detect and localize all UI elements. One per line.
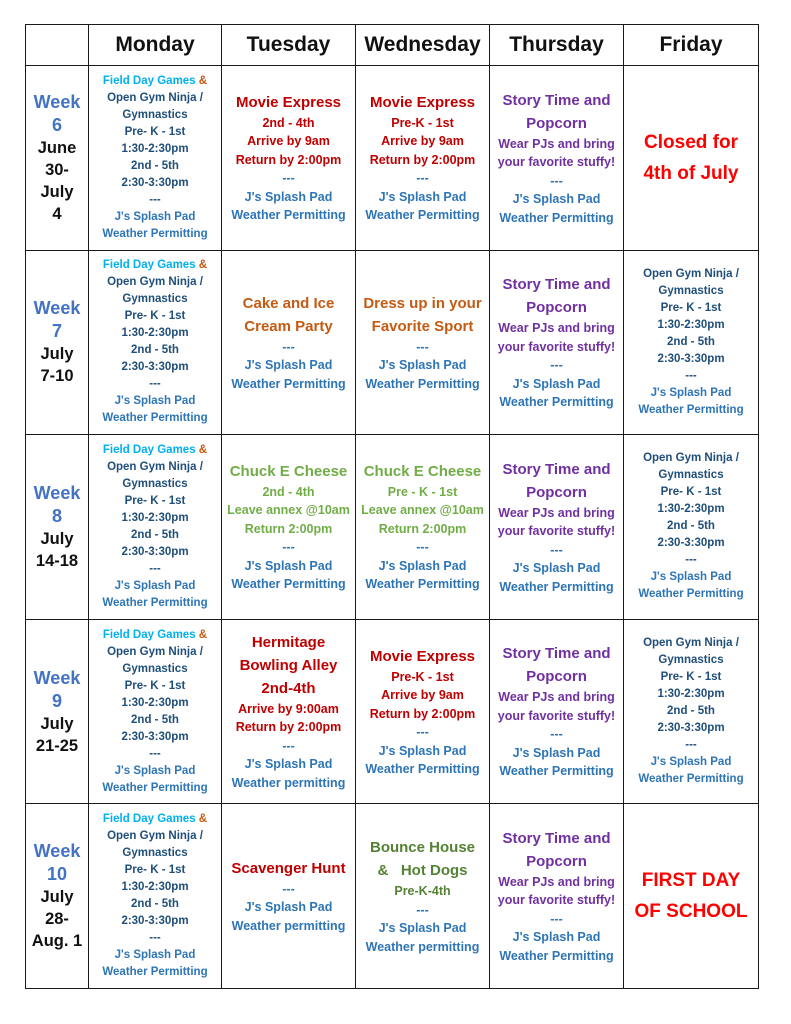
activity-line: 2nd - 5th — [131, 898, 179, 911]
activity-line: --- — [685, 369, 697, 382]
activity-lines — [358, 645, 487, 779]
activity-line: J's Splash Pad — [512, 376, 601, 391]
header-thursday: Thursday — [490, 25, 624, 66]
activity-line: J's Splash Pad — [512, 745, 601, 760]
activity-line: --- — [550, 358, 563, 373]
activity-line: J's Splash Pad — [650, 756, 732, 769]
activity-line: --- — [685, 554, 697, 567]
activity-line: Pre- K - 1st — [124, 679, 186, 692]
activity-line: Weather Permitting — [638, 773, 744, 786]
activity-line: Gymnastics — [122, 662, 188, 675]
activity-line: Leave annex @10am — [227, 503, 350, 518]
activity-lines — [224, 631, 353, 793]
week-row — [26, 66, 759, 251]
activity-line: Pre- K - 1st — [124, 125, 186, 138]
activity-line: 2nd - 5th — [667, 705, 715, 718]
activity-line-part: & — [198, 259, 208, 272]
activity-lines — [91, 811, 219, 981]
activity-line: --- — [550, 542, 563, 557]
week-dates: June — [37, 138, 77, 157]
activity-cell-tuesday — [222, 804, 356, 989]
week-dates: July — [40, 888, 74, 907]
activity-line — [103, 627, 207, 644]
activity-lines — [224, 460, 353, 594]
activity-line: Weather Permitting — [102, 781, 208, 794]
week-label: Week — [33, 91, 81, 112]
activity-line: Weather Permitting — [499, 395, 614, 410]
week-dates: 14-18 — [35, 551, 79, 570]
activity-line: --- — [282, 171, 295, 186]
activity-line: 2nd - 5th — [131, 159, 179, 172]
activity-line: Story Time and — [502, 829, 611, 847]
activity-line: Story Time and — [502, 91, 611, 109]
activity-line: Arrive by 9:00am — [238, 701, 339, 716]
activity-line: J's Splash Pad — [114, 395, 196, 408]
activity-line: J's Splash Pad — [512, 192, 601, 207]
activity-line: Arrive by 9am — [247, 134, 330, 149]
week-dates: 30- — [45, 160, 69, 179]
activity-lines — [492, 89, 621, 228]
activity-line: 2nd - 5th — [131, 344, 179, 357]
activity-line: 2:30-3:30pm — [121, 361, 189, 374]
activity-line: --- — [149, 378, 161, 391]
activity-line: --- — [416, 725, 429, 740]
activity-line: 2:30-3:30pm — [657, 352, 725, 365]
activity-line: Pre- K - 1st — [124, 310, 186, 323]
activity-line: FIRST DAY — [641, 870, 741, 892]
activity-cell-friday — [624, 804, 759, 989]
activity-line: J's Splash Pad — [378, 358, 467, 373]
week-label: Week — [33, 667, 81, 688]
activity-line-part: Field Day Games — [102, 628, 199, 641]
activity-line: 2nd - 5th — [131, 528, 179, 541]
activity-line: Weather Permitting — [499, 210, 614, 225]
activity-line: 2:30-3:30pm — [121, 730, 189, 743]
activity-line: Weather Permitting — [365, 577, 480, 592]
activity-line: Weather permitting — [231, 775, 346, 790]
activity-line: Cake and Ice — [242, 294, 335, 312]
activity-line: Return by 2:00pm — [235, 720, 342, 735]
activity-line: Weather Permitting — [102, 966, 208, 979]
activity-lines — [358, 91, 487, 225]
activity-lines — [626, 266, 756, 419]
activity-line: J's Splash Pad — [244, 358, 333, 373]
activity-line: 1:30-2:30pm — [121, 881, 189, 894]
activity-line: OF SCHOOL — [634, 901, 748, 923]
activity-line: J's Splash Pad — [512, 561, 601, 576]
week-dates: 21-25 — [35, 736, 79, 755]
activity-line: Weather Permitting — [102, 596, 208, 609]
activity-line: J's Splash Pad — [114, 210, 196, 223]
activity-line: 1:30-2:30pm — [657, 688, 725, 701]
activity-line: Gymnastics — [658, 284, 724, 297]
activity-cell-monday — [89, 250, 222, 435]
activity-cell-tuesday — [222, 619, 356, 804]
activity-line: Wear PJs and bring — [498, 505, 615, 520]
activity-lines — [626, 865, 756, 927]
activity-line: Gymnastics — [658, 469, 724, 482]
activity-line: J's Splash Pad — [244, 757, 333, 772]
activity-line: 2:30-3:30pm — [657, 537, 725, 550]
activity-line: J's Splash Pad — [114, 579, 196, 592]
activity-line: J's Splash Pad — [244, 558, 333, 573]
activity-line: Wear PJs and bring — [498, 136, 615, 151]
activity-line: Weather Permitting — [499, 764, 614, 779]
activity-line: J's Splash Pad — [244, 189, 333, 204]
activity-line: --- — [282, 540, 295, 555]
activity-line: Pre- K - 1st — [124, 494, 186, 507]
activity-line: Wear PJs and bring — [498, 874, 615, 889]
header-wednesday: Wednesday — [356, 25, 490, 66]
activity-lines — [626, 450, 756, 603]
header-tuesday: Tuesday — [222, 25, 356, 66]
activity-line: --- — [550, 911, 563, 926]
activity-line: Popcorn — [526, 852, 587, 870]
activity-cell-tuesday — [222, 250, 356, 435]
activity-line: 1:30-2:30pm — [121, 511, 189, 524]
activity-line — [103, 73, 207, 90]
activity-line: --- — [416, 540, 429, 555]
activity-line: Return by 2:00pm — [369, 152, 476, 167]
activity-lines — [224, 292, 353, 394]
activity-lines — [492, 827, 621, 966]
activity-line: J's Splash Pad — [650, 571, 732, 584]
week-row — [26, 804, 759, 989]
activity-lines — [224, 857, 353, 936]
activity-cell-friday — [624, 435, 759, 620]
activity-line: --- — [149, 562, 161, 575]
activity-line: Open Gym Ninja / — [107, 460, 203, 473]
activity-lines — [492, 458, 621, 597]
activity-line: Weather Permitting — [365, 208, 480, 223]
activity-line: Arrive by 9am — [381, 134, 464, 149]
activity-line: Gymnastics — [122, 477, 188, 490]
activity-line-part: Field Day Games — [102, 74, 199, 87]
activity-line: 1:30-2:30pm — [657, 503, 725, 516]
activity-lines — [91, 73, 219, 243]
activity-line: Weather Permitting — [102, 412, 208, 425]
week-label: 6 — [51, 114, 62, 135]
week-dates: July — [40, 182, 74, 201]
activity-line: 1:30-2:30pm — [657, 318, 725, 331]
week-dates: July — [40, 345, 74, 364]
activity-cell-monday — [89, 435, 222, 620]
activity-cell-thursday — [490, 435, 624, 620]
activity-line: Weather Permitting — [231, 208, 346, 223]
activity-line: Gymnastics — [122, 293, 188, 306]
activity-line-part: & — [198, 813, 208, 826]
activity-lines — [91, 442, 219, 612]
activity-line: 2:30-3:30pm — [121, 545, 189, 558]
activity-lines — [492, 273, 621, 412]
activity-line: Gymnastics — [658, 654, 724, 667]
activity-line: Popcorn — [526, 668, 587, 686]
week-dates: 28- — [45, 910, 69, 929]
activity-cell-wednesday — [356, 619, 490, 804]
activity-line: Return by 2:00pm — [369, 706, 476, 721]
activity-line: Dress up in your — [363, 294, 482, 312]
activity-line: Return 2:00pm — [378, 521, 467, 536]
activity-line: Open Gym Ninja / — [643, 452, 739, 465]
activity-line: 2nd - 5th — [667, 520, 715, 533]
activity-cell-thursday — [490, 66, 624, 251]
activity-line: Arrive by 9am — [381, 688, 464, 703]
activity-line: Closed for — [644, 131, 738, 153]
activity-line: Movie Express — [369, 93, 476, 111]
activity-line: Return by 2:00pm — [235, 152, 342, 167]
activity-line: J's Splash Pad — [244, 900, 333, 915]
week-label: 8 — [51, 505, 62, 526]
activity-lines — [358, 460, 487, 594]
activity-line: J's Splash Pad — [378, 921, 467, 936]
activity-line: 2nd - 4th — [262, 115, 315, 130]
activity-line: Hermitage — [251, 633, 326, 651]
activity-line — [103, 811, 207, 828]
activity-line: Weather Permitting — [102, 227, 208, 240]
activity-cell-wednesday — [356, 250, 490, 435]
activity-line: J's Splash Pad — [114, 764, 196, 777]
activity-lines — [626, 635, 756, 788]
header-corner — [26, 25, 89, 66]
activity-line: Popcorn — [526, 114, 587, 132]
activity-line-part: & — [198, 74, 208, 87]
header-monday: Monday — [89, 25, 222, 66]
activity-line: --- — [149, 747, 161, 760]
activity-line: --- — [149, 193, 161, 206]
activity-lines — [224, 91, 353, 225]
week-row — [26, 619, 759, 804]
activity-line-part: Field Day Games — [102, 813, 199, 826]
week-label: Week — [33, 841, 81, 862]
week-row — [26, 435, 759, 620]
activity-line: Gymnastics — [122, 847, 188, 860]
activity-line: 4th of July — [643, 162, 739, 184]
activity-cell-tuesday — [222, 66, 356, 251]
activity-line: Weather Permitting — [499, 948, 614, 963]
week-row — [26, 250, 759, 435]
activity-line: your favorite stuffy! — [497, 893, 616, 908]
activity-line: Leave annex @10am — [361, 503, 484, 518]
activity-line: Scavenger Hunt — [231, 859, 346, 877]
activity-line: Pre-K - 1st — [391, 669, 454, 684]
week-label: Week — [33, 482, 81, 503]
activity-cell-tuesday — [222, 435, 356, 620]
activity-line: Weather Permitting — [638, 403, 744, 416]
activity-line: Pre- K - 1st — [124, 864, 186, 877]
activity-cell-friday — [624, 619, 759, 804]
activity-line: Weather permitting — [365, 939, 480, 954]
activity-line: Weather Permitting — [638, 588, 744, 601]
activity-line: Cream Party — [244, 317, 333, 335]
activity-cell-friday — [624, 250, 759, 435]
week-cell — [26, 66, 89, 251]
header-friday: Friday — [624, 25, 759, 66]
activity-line: J's Splash Pad — [378, 743, 467, 758]
week-dates: July — [40, 529, 74, 548]
activity-line: your favorite stuffy! — [497, 524, 616, 539]
activity-line: Bounce House — [369, 839, 475, 857]
activity-line: Story Time and — [502, 460, 611, 478]
activity-line: --- — [416, 339, 429, 354]
week-cell — [26, 804, 89, 989]
activity-cell-thursday — [490, 804, 624, 989]
activity-line: --- — [416, 171, 429, 186]
activity-cell-wednesday — [356, 435, 490, 620]
week-dates: Aug. 1 — [31, 932, 83, 951]
activity-line: --- — [282, 738, 295, 753]
activity-line: --- — [550, 727, 563, 742]
activity-line: Weather Permitting — [499, 579, 614, 594]
activity-line: Open Gym Ninja / — [643, 637, 739, 650]
week-dates: 7-10 — [40, 367, 74, 386]
activity-line — [103, 257, 207, 274]
activity-line: J's Splash Pad — [114, 949, 196, 962]
activity-line: Open Gym Ninja / — [107, 276, 203, 289]
activity-line: J's Splash Pad — [378, 558, 467, 573]
activity-line: your favorite stuffy! — [497, 339, 616, 354]
activity-lines — [91, 627, 219, 797]
activity-line: 1:30-2:30pm — [121, 327, 189, 340]
activity-line: Gymnastics — [122, 108, 188, 121]
activity-line: --- — [416, 902, 429, 917]
activity-lines — [358, 836, 487, 956]
activity-line: --- — [550, 173, 563, 188]
activity-line: Pre-K - 1st — [391, 115, 454, 130]
activity-line: your favorite stuffy! — [497, 155, 616, 170]
activity-cell-friday — [624, 66, 759, 251]
activity-lines — [626, 127, 756, 189]
activity-line: Open Gym Ninja / — [107, 645, 203, 658]
activity-cell-wednesday — [356, 804, 490, 989]
week-label: 10 — [46, 864, 68, 885]
activity-line: Chuck E Cheese — [363, 462, 482, 480]
activity-line: Pre- K - 1st — [660, 486, 722, 499]
activity-line: --- — [282, 339, 295, 354]
week-cell — [26, 619, 89, 804]
activity-line: 2:30-3:30pm — [121, 176, 189, 189]
activity-line: Pre- K - 1st — [660, 301, 722, 314]
activity-cell-wednesday — [356, 66, 490, 251]
activity-cell-thursday — [490, 250, 624, 435]
activity-line: 2nd-4th — [261, 679, 316, 697]
activity-line: & Hot Dogs — [377, 862, 468, 880]
week-label: 7 — [51, 321, 62, 342]
activity-line: 1:30-2:30pm — [121, 696, 189, 709]
activity-line: Story Time and — [502, 276, 611, 294]
activity-cell-monday — [89, 619, 222, 804]
activity-lines — [492, 642, 621, 781]
activity-line: Weather Permitting — [231, 577, 346, 592]
header-row — [26, 25, 759, 66]
activity-line: your favorite stuffy! — [497, 708, 616, 723]
weekly-schedule-table — [25, 24, 759, 989]
activity-line: Open Gym Ninja / — [107, 91, 203, 104]
activity-line: Story Time and — [502, 645, 611, 663]
week-cell — [26, 250, 89, 435]
activity-line: Open Gym Ninja / — [643, 267, 739, 280]
week-dates: 4 — [52, 204, 62, 223]
activity-line-part: Field Day Games — [102, 259, 199, 272]
week-dates: July — [40, 714, 74, 733]
activity-line — [103, 442, 207, 459]
activity-cell-thursday — [490, 619, 624, 804]
activity-line: Weather Permitting — [231, 376, 346, 391]
activity-line: Bowling Alley — [239, 656, 338, 674]
activity-line: 2:30-3:30pm — [657, 722, 725, 735]
activity-line: Movie Express — [235, 93, 342, 111]
activity-line: Movie Express — [369, 647, 476, 665]
week-label: Week — [33, 298, 81, 319]
activity-line: Weather Permitting — [365, 762, 480, 777]
activity-line: Return 2:00pm — [244, 521, 333, 536]
activity-line: Pre- K - 1st — [660, 671, 722, 684]
activity-line: Chuck E Cheese — [229, 462, 348, 480]
activity-line: Weather Permitting — [365, 376, 480, 391]
activity-line-part: & — [198, 443, 208, 456]
week-cell — [26, 435, 89, 620]
activity-line-part: & — [198, 628, 208, 641]
activity-line: --- — [282, 881, 295, 896]
activity-line: --- — [685, 739, 697, 752]
activity-line: 2:30-3:30pm — [121, 915, 189, 928]
activity-line: Popcorn — [526, 483, 587, 501]
activity-line: 2nd - 4th — [262, 484, 315, 499]
activity-line: J's Splash Pad — [512, 930, 601, 945]
activity-line: Favorite Sport — [371, 317, 474, 335]
activity-line: Wear PJs and bring — [498, 690, 615, 705]
activity-lines — [358, 292, 487, 394]
activity-line: --- — [149, 932, 161, 945]
activity-line: J's Splash Pad — [378, 189, 467, 204]
week-label: 9 — [51, 690, 62, 711]
activity-cell-monday — [89, 804, 222, 989]
activity-line: 2nd - 5th — [131, 713, 179, 726]
activity-line: Wear PJs and bring — [498, 321, 615, 336]
activity-line: 2nd - 5th — [667, 335, 715, 348]
activity-line: Open Gym Ninja / — [107, 830, 203, 843]
activity-lines — [91, 257, 219, 427]
activity-line: J's Splash Pad — [650, 386, 732, 399]
activity-line: Weather permitting — [231, 918, 346, 933]
activity-line: 1:30-2:30pm — [121, 142, 189, 155]
activity-line: Pre - K - 1st — [387, 484, 458, 499]
activity-cell-monday — [89, 66, 222, 251]
activity-line: Pre-K-4th — [394, 884, 451, 899]
activity-line: Popcorn — [526, 299, 587, 317]
activity-line-part: Field Day Games — [102, 443, 199, 456]
